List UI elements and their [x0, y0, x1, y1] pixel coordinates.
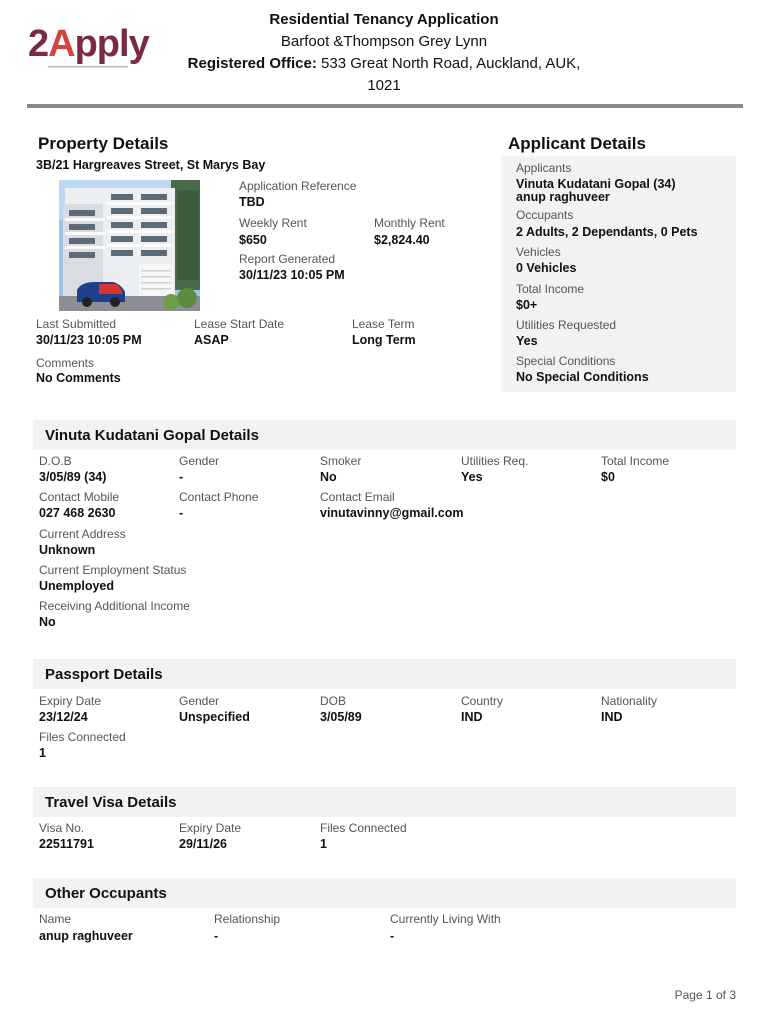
occupant-name-label: Name [39, 912, 72, 926]
passport-files-value: 1 [39, 746, 46, 760]
dob-value: 3/05/89 (34) [39, 470, 107, 484]
logo-tagline [48, 64, 148, 70]
person-section-bar [33, 420, 736, 450]
last-submitted-value: 30/11/23 10:05 PM [36, 333, 142, 347]
report-generated-label: Report Generated [239, 252, 336, 266]
passport-country-label: Country [461, 694, 504, 708]
visa-expiry-label: Expiry Date [179, 821, 242, 835]
property-section-title: Property Details [38, 134, 169, 153]
additional-income-label: Receiving Additional Income [39, 599, 190, 613]
smoker-label: Smoker [320, 454, 362, 468]
occupants-value: 2 Adults, 2 Dependants, 0 Pets [516, 225, 698, 239]
dob-label: D.O.B [39, 454, 72, 468]
lease-term-label: Lease Term [352, 317, 415, 331]
employment-status-label: Current Employment Status [39, 563, 187, 577]
app-reference-value: TBD [239, 195, 265, 209]
passport-dob-value: 3/05/89 [320, 710, 362, 724]
utilities-requested-value: Yes [516, 334, 538, 348]
lease-start-value: ASAP [194, 333, 229, 347]
occupant-living-label: Currently Living With [390, 912, 501, 926]
visa-files-value: 1 [320, 837, 327, 851]
passport-gender-value: Unspecified [179, 710, 250, 724]
header-text-block [160, 9, 608, 97]
contact-email-value: vinutavinny@gmail.com [320, 506, 464, 520]
passport-gender-label: Gender [179, 694, 220, 708]
visa-files-label: Files Connected [320, 821, 407, 835]
weekly-rent-value: $650 [239, 233, 267, 247]
registered-office: Registered Office: 533 Great North Road, Auckland, AUK, [187, 55, 581, 72]
occupant-living-value: - [390, 929, 395, 943]
total-income-value: $0+ [516, 298, 538, 312]
visa-section-bar [33, 787, 736, 817]
occupants-section-title: Other Occupants [45, 885, 167, 902]
occupant-relationship-label: Relationship [214, 912, 281, 926]
additional-income-value: No [39, 615, 56, 629]
passport-section-bar [33, 659, 736, 689]
special-conditions-label: Special Conditions [516, 354, 616, 368]
lease-term-value: Long Term [352, 333, 416, 347]
applicants-label: Applicants [516, 161, 572, 175]
page-number: Page 1 of 3 [674, 988, 736, 1002]
passport-nationality-value: IND [601, 710, 623, 724]
last-submitted-label: Last Submitted [36, 317, 117, 331]
applicant-primary: Vinuta Kudatani Gopal (34) [516, 177, 676, 191]
visa-number-label: Visa No. [39, 821, 85, 835]
document-header [0, 0, 768, 110]
smoker-value: No [320, 470, 337, 484]
monthly-rent-label: Monthly Rent [374, 216, 445, 230]
passport-expiry-value: 23/12/24 [39, 710, 88, 724]
occupants-section-bar [33, 878, 736, 908]
comments-label: Comments [36, 356, 95, 370]
passport-expiry-label: Expiry Date [39, 694, 102, 708]
vehicles-value: 0 Vehicles [516, 261, 577, 275]
vehicles-label: Vehicles [516, 245, 561, 259]
company-logo: 2Apply [28, 24, 152, 72]
passport-country-value: IND [461, 710, 483, 724]
utilities-requested-label: Utilities Requested [516, 318, 617, 332]
occupant-name-value: anup raghuveer [39, 929, 133, 943]
person-income-label: Total Income [601, 454, 670, 468]
gender-label: Gender [179, 454, 220, 468]
passport-files-label: Files Connected [39, 730, 126, 744]
person-section-title: Vinuta Kudatani Gopal Details [45, 427, 259, 444]
lease-start-label: Lease Start Date [194, 317, 285, 331]
comments-value: No Comments [36, 371, 121, 385]
applicant-section-title: Applicant Details [508, 134, 646, 153]
header-divider [27, 104, 743, 108]
passport-nationality-label: Nationality [601, 694, 658, 708]
property-photo [59, 180, 200, 311]
office-postcode: 1021 [367, 77, 401, 94]
contact-phone-label: Contact Phone [179, 490, 259, 504]
utilities-req-value: Yes [461, 470, 483, 484]
utilities-req-label: Utilities Req. [461, 454, 529, 468]
contact-email-label: Contact Email [320, 490, 395, 504]
agency-name: Barfoot &Thompson Grey Lynn [280, 33, 488, 50]
property-address: 3B/21 Hargreaves Street, St Marys Bay [36, 158, 266, 172]
app-reference-label: Application Reference [239, 179, 357, 193]
monthly-rent-value: $2,824.40 [374, 233, 430, 247]
total-income-label: Total Income [516, 282, 585, 296]
document-title: Residential Tenancy Application [269, 11, 499, 28]
report-generated-value: 30/11/23 10:05 PM [239, 268, 345, 282]
weekly-rent-label: Weekly Rent [239, 216, 307, 230]
visa-section-title: Travel Visa Details [45, 794, 177, 811]
applicant-secondary: anup raghuveer [516, 190, 610, 204]
passport-dob-label: DOB [320, 694, 347, 708]
person-income-value: $0 [601, 470, 615, 484]
visa-expiry-value: 29/11/26 [179, 837, 227, 851]
special-conditions-value: No Special Conditions [516, 370, 649, 384]
contact-phone-value: - [179, 506, 184, 520]
visa-number-value: 22511791 [39, 837, 94, 851]
contact-mobile-label: Contact Mobile [39, 490, 120, 504]
occupant-relationship-value: - [214, 929, 219, 943]
passport-section-title: Passport Details [45, 666, 163, 683]
current-address-value: Unknown [39, 543, 96, 557]
current-address-label: Current Address [39, 527, 126, 541]
occupants-label: Occupants [516, 208, 574, 222]
employment-status-value: Unemployed [39, 579, 115, 593]
gender-value: - [179, 470, 184, 484]
contact-mobile-value: 027 468 2630 [39, 506, 116, 520]
